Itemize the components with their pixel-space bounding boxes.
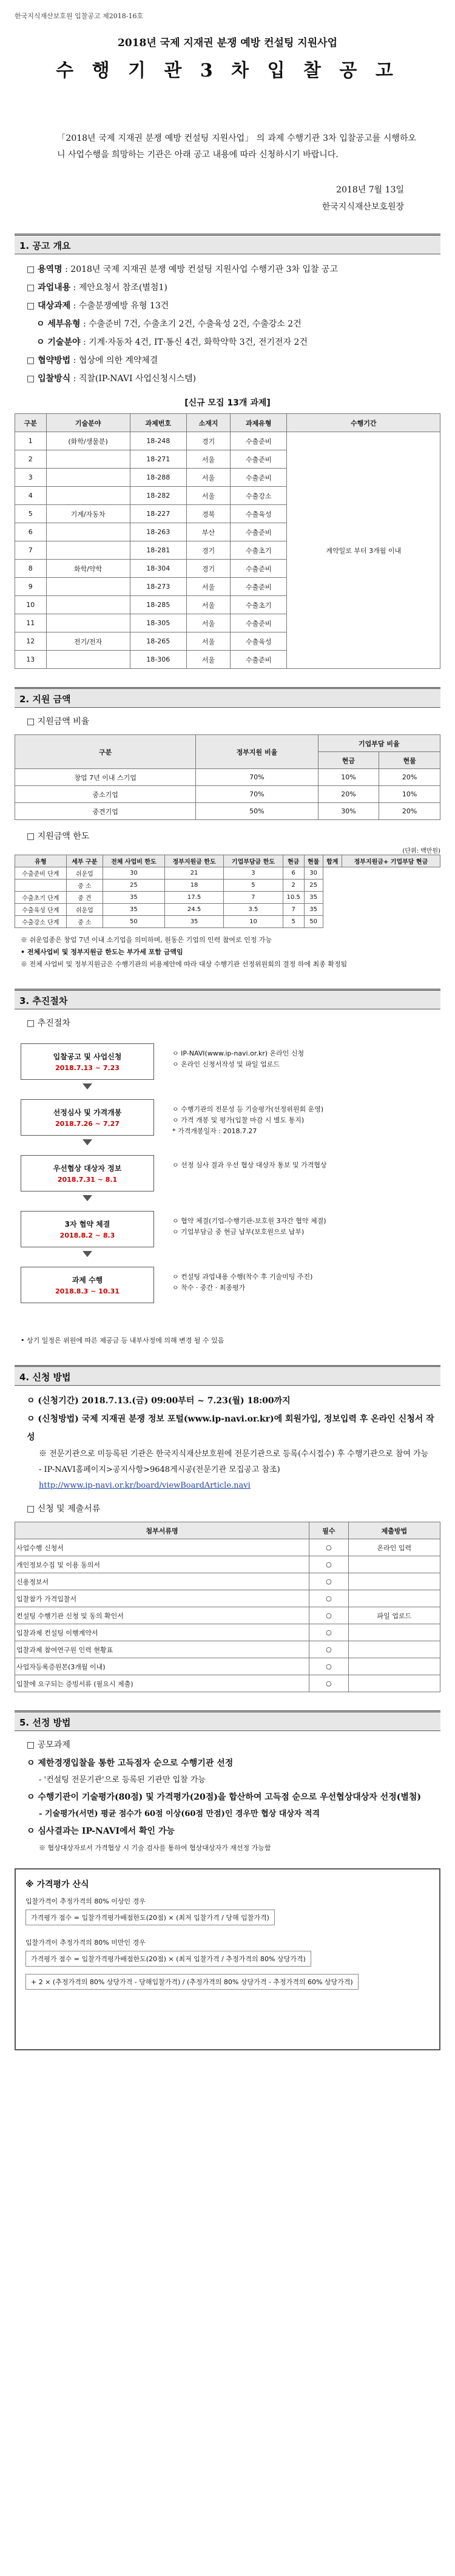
table-cell: 서울: [186, 632, 230, 651]
unit-label: (단위: 백만원): [402, 848, 440, 855]
table-cell: 서울: [186, 614, 230, 632]
funding-notes: [15, 934, 440, 971]
table-cell: 중견기업: [15, 803, 196, 820]
table-cell: 20%: [318, 786, 379, 803]
price-formula-box: [15, 1868, 440, 2050]
table-cell: 컨설팅 수행기관 신청 및 동의 확인서: [15, 1607, 309, 1624]
table-cell: 수출준비: [231, 578, 287, 596]
th: 과제번호: [130, 414, 186, 432]
table-cell: 11: [15, 614, 47, 632]
table-cell: 서울: [186, 487, 230, 505]
formula-line: + 2 × (추정가격의 80% 상당가격 - 당해입찰가격) / (추정가격의 80% 상당가격 - 추정가격의 60% 상당가격): [25, 1974, 359, 1990]
section-header-overview: 1. 공고 개요: [15, 234, 440, 254]
table-row: [15, 769, 440, 786]
table-cell: ○: [309, 1590, 348, 1607]
notice-link[interactable]: http://www.ip-navi.or.kr/board/viewBoardArticle.navi: [39, 1481, 251, 1490]
process-step: [21, 1099, 154, 1136]
table-cell: 10%: [318, 769, 379, 786]
table-cell: 쉬운업: [66, 904, 103, 916]
step-name: 입찰공고 및 사업신청: [53, 1052, 122, 1061]
table-cell: [46, 614, 130, 632]
step-description: ㅇ 컨설팅 과업내용 수행(착수 후 기술미팅 주진) ㅇ 착수 · 중간 · 최종평가: [172, 1273, 313, 1292]
table-cell: 계약일로 부터 3개월 이내: [287, 432, 440, 669]
table-cell: 수출준비: [231, 432, 287, 450]
intro-text: 「2018년 국제 지재권 분쟁 예방 컨설팅 지원사업」 의 과제 수행기관 3차 입찰공고를 시행하오니 사업수행을 희망하는 기관은 아래 공고 내용에 따라 신청하시기 바랍니다.: [57, 134, 416, 160]
table-cell: 18-306: [130, 651, 186, 669]
table-cell: 중소기업: [15, 786, 196, 803]
apply-note: - IP-NAVI홈페이지>공지사항>9648게시공(전문기관 모집공고 참조): [39, 1465, 280, 1474]
table-cell: (화학/생물분): [46, 432, 130, 450]
table-cell: 신용정보서: [15, 1573, 309, 1590]
section-header-apply: 4. 신청 방법: [15, 1365, 440, 1386]
table-cell: 35: [103, 904, 164, 916]
table-cell: 1: [15, 432, 47, 450]
project-title: 2018년 국제 지재권 분쟁 예방 컨설팅 지원사업: [118, 37, 337, 49]
table-cell: [46, 450, 130, 469]
table-cell: 18-305: [130, 614, 186, 632]
table-cell: 서울: [186, 578, 230, 596]
formula-line: 입찰가격이 추정가격의 80% 미만인 경우: [25, 1939, 146, 1947]
table-cell: 입찰에 요구되는 증빙서류 (필요시 제출): [15, 1675, 309, 1692]
th: 유형: [15, 855, 67, 867]
table-cell: ○: [309, 1641, 348, 1658]
table-cell: 수출초기: [231, 596, 287, 614]
table-cell: 5: [224, 880, 283, 892]
table-cell: 35: [304, 904, 323, 916]
table-cell: 수출육성: [231, 505, 287, 523]
table-cell: 10: [15, 596, 47, 614]
project-table: [15, 413, 440, 669]
notice-number: 한국지식재산보호원 입찰공고 제2018-16호: [15, 12, 144, 20]
table-cell: [46, 596, 130, 614]
th: 정부지원금 한도: [164, 855, 223, 867]
table-cell: 수출준비: [231, 469, 287, 487]
th: 제출방법: [348, 1522, 440, 1539]
table-cell: 18-227: [130, 505, 186, 523]
table-cell: 부산: [186, 523, 230, 541]
note: ※ 전체 사업비 및 정부지원금은 수행기관의 비용제안에 따라 대상 수행기관 선정위원회의 결정 하에 최종 확정됨: [21, 960, 348, 968]
table-cell: 35: [103, 892, 164, 904]
formula-line: 가격평가 점수 = 입찰가격평가배점한도(20점) × (최저 입찰가격 / 추정가격의 80% 상당가격): [25, 1951, 311, 1967]
table-row: [15, 803, 440, 820]
step-name: 우선협상 대상자 정보: [53, 1164, 122, 1173]
table-cell: 업찰과제 참여연구원 인력 현황표: [15, 1641, 309, 1658]
step-date: 2018.8.3 ~ 10.31: [55, 1287, 120, 1295]
table-cell: 9: [15, 578, 47, 596]
step-name: 3자 협약 체결: [64, 1220, 110, 1229]
note: • 전체사업비 및 정부지원금 한도는 부가세 포함 금액임: [21, 948, 183, 956]
step-name: 과제 수행: [72, 1276, 103, 1284]
table-cell: 12: [15, 632, 47, 651]
table-cell: 13: [15, 651, 47, 669]
overview-item: ㅇ 세부유형 : 수출준비 7건, 수출초기 2건, 수출육성 2건, 수출강소 2건: [36, 319, 302, 329]
process-note: • 상기 일정은 위원에 따른 제공금 등 내부사정에 의해 변경 될 수 있음: [21, 1337, 224, 1344]
table-cell: [46, 523, 130, 541]
table-cell: 18-288: [130, 469, 186, 487]
org-name: 한국지식재산보호원장: [322, 202, 404, 212]
table-cell: [46, 578, 130, 596]
th: 세부 구분: [66, 855, 103, 867]
table-cell: 입찰과제 컨설팅 이행계약서: [15, 1624, 309, 1641]
th: 첨부서류명: [15, 1522, 309, 1539]
table-cell: [348, 1675, 440, 1692]
table-cell: 50%: [196, 803, 318, 820]
apply-period: ㅇ (신청기간) 2018.7.13.(금) 09:00부터 ~ 7.23(월) 18:00까지: [27, 1396, 291, 1406]
section-header-funding: 2. 지원 금액: [15, 687, 440, 708]
table-cell: ○: [309, 1556, 348, 1573]
th: 소재지: [186, 414, 230, 432]
table-cell: ○: [309, 1675, 348, 1692]
table-cell: ○: [309, 1539, 348, 1556]
table-cell: 창업 7년 이내 스기업: [15, 769, 196, 786]
table-cell: [348, 1658, 440, 1675]
overview-items: [15, 260, 440, 388]
down-arrow-icon: [83, 1139, 92, 1145]
table-cell: ○: [309, 1607, 348, 1624]
process-step: [21, 1267, 154, 1303]
table-cell: 화학/약학: [46, 560, 130, 578]
table-cell: 20%: [379, 769, 440, 786]
table-cell: ○: [309, 1573, 348, 1590]
table-cell: 18-263: [130, 523, 186, 541]
funding-ratio-table: [15, 734, 440, 820]
notice-date: 2018년 7월 13일: [336, 185, 404, 195]
table-cell: 수출강소 단계: [15, 916, 67, 928]
table-row: [15, 1624, 440, 1641]
table-cell: 서울: [186, 450, 230, 469]
process-step: [21, 1043, 154, 1080]
th: 기업부담 비율: [318, 735, 440, 752]
table-cell: 18-285: [130, 596, 186, 614]
funding-limit-table: [15, 855, 440, 928]
table-cell: 18-265: [130, 632, 186, 651]
formula-line: 가격평가 점수 = 입찰가격평가배점한도(20점) × (최저 입찰가격 / 당해 입찰가격): [25, 1910, 275, 1925]
table-cell: 24.5: [164, 904, 223, 916]
table-cell: 21: [164, 867, 223, 880]
table-cell: 수출육성 단계: [15, 904, 67, 916]
table-cell: 35: [164, 916, 223, 928]
table-cell: 수출준비: [231, 614, 287, 632]
table-cell: 수출초기 단계: [15, 892, 67, 904]
th: 기업부담금 한도: [224, 855, 283, 867]
table-caption: [신규 모집 13개 과제]: [184, 398, 271, 408]
table-cell: 서울: [186, 596, 230, 614]
table-cell: 3: [224, 867, 283, 880]
table-cell: ○: [309, 1624, 348, 1641]
table-cell: 25: [304, 880, 323, 892]
documents-table: [15, 1522, 440, 1692]
table-cell: [46, 541, 130, 560]
table-cell: 10.5: [283, 892, 304, 904]
formula-title: ※ 가격평가 산식: [25, 1880, 89, 1890]
table-cell: 18-271: [130, 450, 186, 469]
table-cell: 6: [15, 523, 47, 541]
process-step: [21, 1211, 154, 1247]
table-cell: 3: [15, 469, 47, 487]
table-cell: 2: [283, 880, 304, 892]
table-cell: 5: [283, 916, 304, 928]
table-cell: 수출육성: [231, 632, 287, 651]
table-cell: 18-273: [130, 578, 186, 596]
table-cell: 수출준비: [231, 651, 287, 669]
table-cell: 70%: [196, 769, 318, 786]
step-date: 2018.8.2 ~ 8.3: [59, 1232, 115, 1239]
th: 구분: [15, 414, 47, 432]
th: 구분: [15, 735, 196, 769]
step-description: ㅇ 수행기관의 전문성 등 기술평가(선정위원회 운영) ㅇ 가격 개봉 및 평가(입찰 마감 시 별도 통지) * 가격개봉일자 : 2018.7.27: [172, 1105, 324, 1135]
selection-item: ㅇ 제한경쟁입찰을 통한 고득점자 순으로 수행기관 선정: [27, 1758, 234, 1768]
th: 정부지원금+ 기업부담 현금: [342, 855, 440, 867]
table-cell: 입찰참가 가격입찰서: [15, 1590, 309, 1607]
table-cell: 30: [304, 867, 323, 880]
table-cell: 개인정보수집 및 이용 동의서: [15, 1556, 309, 1573]
table-cell: [348, 1573, 440, 1590]
funding-limit-heading: □ 지원금액 한도: [27, 832, 90, 841]
table-cell: 수출준비: [231, 560, 287, 578]
table-cell: 온라인 입력: [348, 1539, 440, 1556]
section-header-process: 3. 추진절차: [15, 989, 440, 1009]
process-step: [21, 1155, 154, 1191]
table-cell: [348, 1641, 440, 1658]
table-cell: 경기: [186, 432, 230, 450]
selection-note: ※ 협상대상자로서 가격협상 시 기술 검사를 통하여 협상대상자가 재선정 가능함: [39, 1844, 271, 1852]
table-cell: 17.5: [164, 892, 223, 904]
table-row: [15, 1556, 440, 1573]
apply-method: ㅇ (신청방법) 국제 지재권 분쟁 정보 포털(www.ip-navi.or.kr)에 회원가입, 정보입력 후 온라인 신청서 작성: [27, 1414, 434, 1442]
table-cell: [46, 487, 130, 505]
table-cell: 8: [15, 560, 47, 578]
table-cell: 3.5: [224, 904, 283, 916]
overview-item: □ 협약방법 : 협상에 의한 계약체결: [27, 356, 158, 365]
table-cell: 경북: [186, 505, 230, 523]
table-cell: 18-248: [130, 432, 186, 450]
table-row: [15, 904, 440, 916]
table-cell: 25: [103, 880, 164, 892]
table-cell: 7: [224, 892, 283, 904]
table-cell: ○: [309, 1658, 348, 1675]
table-cell: 18: [164, 880, 223, 892]
table-cell: 10: [224, 916, 283, 928]
table-cell: 수출초기: [231, 541, 287, 560]
table-row: [15, 1607, 440, 1624]
table-cell: 경기: [186, 541, 230, 560]
process-flow: [15, 1043, 440, 1329]
table-cell: 2: [15, 450, 47, 469]
formula-line: 입찰가격이 추정가격의 80% 이상인 경우: [25, 1897, 146, 1905]
step-description: ㅇ 선정 심사 결과 우선 협상 대상자 통보 및 가격협상: [172, 1161, 327, 1169]
table-cell: 파일 업로드: [348, 1607, 440, 1624]
table-cell: [348, 1624, 440, 1641]
table-cell: 7: [15, 541, 47, 560]
selection-item: ㅇ 심사결과는 IP-NAVI에서 확인 가능: [27, 1826, 175, 1836]
table-cell: 50: [103, 916, 164, 928]
table-cell: 사업수행 신청서: [15, 1539, 309, 1556]
table-row: [15, 892, 440, 904]
page-title: 수 행 기 관 3 차 입 찰 공 고: [56, 60, 399, 81]
overview-item: □ 용역명 : 2018년 국제 지재권 분쟁 예방 컨설팅 지원사업 수행기관 3차 입찰 공고: [27, 265, 338, 274]
documents-heading: □ 신청 및 제출서류: [27, 1504, 101, 1514]
table-cell: 중 견: [66, 892, 103, 904]
table-cell: 전기/전자: [46, 632, 130, 651]
table-cell: 30: [103, 867, 164, 880]
table-cell: 기계/자동차: [46, 505, 130, 523]
selection-item: - 기술평가(서면) 평균 점수가 60점 이상(60점 만점)인 경우만 협상 대상자 적격: [39, 1809, 320, 1818]
section-header-selection: 5. 선정 방법: [15, 1710, 440, 1731]
overview-item: □ 입찰방식 : 직찰(IP-NAVI 사업신청시스템): [27, 374, 197, 384]
th: 기술분야: [46, 414, 130, 432]
th: 합계: [323, 855, 342, 867]
table-cell: 35: [304, 892, 323, 904]
table-cell: 5: [15, 505, 47, 523]
overview-item: ㅇ 기술분야 : 기계·자동차 4건, IT·통신 4건, 화학약학 3건, 전기전자 2건: [36, 337, 308, 347]
th: 현물: [304, 855, 323, 867]
table-cell: [46, 651, 130, 669]
table-cell: 4: [15, 487, 47, 505]
down-arrow-icon: [83, 1083, 92, 1090]
table-row: [15, 786, 440, 803]
table-cell: 18-282: [130, 487, 186, 505]
table-cell: 18-304: [130, 560, 186, 578]
table-cell: 서울: [186, 469, 230, 487]
selection-items: [15, 1754, 440, 1856]
table-cell: [15, 880, 67, 892]
th: 현금: [318, 752, 379, 769]
th: 정부지원 비율: [196, 735, 318, 769]
table-cell: 10%: [379, 786, 440, 803]
apply-note: ※ 전문기관으로 미등록된 기관은 한국지식재산보호원에 전문기관으로 등록(수시접수) 후 수행기관으로 참여 가능: [39, 1449, 429, 1459]
table-cell: 70%: [196, 786, 318, 803]
table-cell: 사업자등록증원본(3개월 이내): [15, 1658, 309, 1675]
th: 현물: [379, 752, 440, 769]
table-cell: [348, 1590, 440, 1607]
table-row: [15, 1675, 440, 1692]
table-cell: [46, 469, 130, 487]
process-heading: □ 추진절차: [27, 1019, 70, 1028]
table-row: [15, 880, 440, 892]
table-row: [15, 916, 440, 928]
table-row: [15, 1658, 440, 1675]
selection-item: ㅇ 수행기관이 기술평가(80점) 및 가격평가(20점)을 합산하여 고득점 순으로 우선협상대상자 선정(별첨): [27, 1792, 422, 1802]
table-cell: 서울: [186, 651, 230, 669]
table-row: [15, 1539, 440, 1556]
selection-heading: □ 공모과제: [27, 1740, 70, 1750]
table-row: [15, 867, 440, 880]
table-cell: 중 소: [66, 916, 103, 928]
step-date: 2018.7.26 ~ 7.27: [55, 1120, 120, 1128]
funding-ratio-heading: □ 지원금액 비율: [27, 717, 90, 727]
th: 과제유형: [231, 414, 287, 432]
table-cell: 쉬운업: [66, 867, 103, 880]
table-cell: 수출준비 단계: [15, 867, 67, 880]
notice-date-block: [15, 181, 440, 215]
th: 수행기간: [287, 414, 440, 432]
table-cell: 수출준비: [231, 450, 287, 469]
down-arrow-icon: [83, 1251, 92, 1257]
table-cell: 수출준비: [231, 523, 287, 541]
table-cell: 30%: [318, 803, 379, 820]
table-cell: 18-281: [130, 541, 186, 560]
selection-item: - '컨설팅 전문기관'으로 등록된 기관만 입찰 가능: [39, 1775, 206, 1785]
table-cell: 7: [283, 904, 304, 916]
table-cell: [348, 1556, 440, 1573]
table-row: [15, 1641, 440, 1658]
step-description: ㅇ 협약 체결(기업-수행기관-보호원 3자간 협약 체결) ㅇ 기업부담금 중 현금 납부(보호원으로 납부): [172, 1217, 326, 1236]
down-arrow-icon: [83, 1195, 92, 1201]
table-cell: 수출강소: [231, 487, 287, 505]
table-row: [15, 1590, 440, 1607]
table-row: [15, 1573, 440, 1590]
th: 전체 사업비 한도: [103, 855, 164, 867]
table-cell: 20%: [379, 803, 440, 820]
note: ※ 쉬운업종은 창업 7년 이내 소기업을 의미하며, 원동은 기업의 인력 참여로 인정 가능: [21, 936, 272, 944]
table-row: [15, 432, 440, 450]
step-date: 2018.7.31 ~ 8.1: [57, 1176, 118, 1184]
table-cell: 50: [304, 916, 323, 928]
step-description: ㅇ IP-NAVI(www.ip-navi.or.kr) 온라인 신청 ㅇ 온라인 신청서작성 및 파일 업로드: [172, 1049, 305, 1068]
table-cell: 중 소: [66, 880, 103, 892]
step-name: 선정심사 및 가격개봉: [53, 1108, 122, 1117]
apply-items: [15, 1392, 440, 1494]
table-cell: 6: [283, 867, 304, 880]
th: 필수: [309, 1522, 348, 1539]
overview-item: □ 과업내용 : 제안요청서 참조(별첨1): [27, 283, 167, 293]
th: 현금: [283, 855, 304, 867]
overview-item: □ 대상과제 : 수출분쟁예방 유형 13건: [27, 301, 169, 311]
table-cell: 경기: [186, 560, 230, 578]
step-date: 2018.7.13 ~ 7.23: [55, 1064, 120, 1072]
